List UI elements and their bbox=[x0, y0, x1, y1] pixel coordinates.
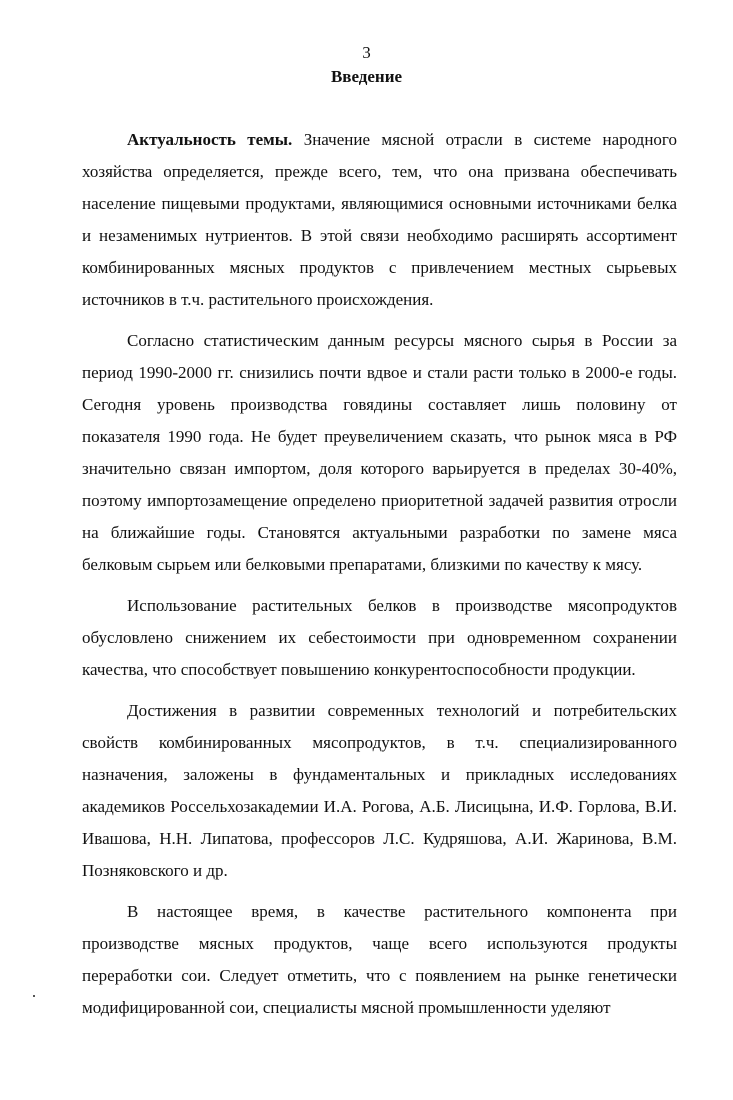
paragraph-statistics: Согласно статистическим данным ресурсы мясного сырья в России за период 1990-2000 гг. снизились почти вдвое и стали расти только в 2000-е годы. Сегодня уровень производства говядины составляет лишь половину от показателя 1990 года. Не будет преувеличением сказать, что рынок мяса в РФ значительно связан импортом, доля которого варьируется в пределах 30-40%, поэтому импортозамещение определено приоритетной задачей развития отросли на ближайшие годы. Становятся актуальными разработки по замене мяса белковым сырьем или белковыми препаратами, близкими по качеству к мясу. bbox=[82, 331, 677, 574]
paragraph-plant-proteins: Использование растительных белков в производстве мясопродуктов обусловлено снижением их себестоимости при одновременном сохранении качества, что способствует повышению конкурентоспособности продукции. bbox=[82, 596, 677, 679]
section-title: Введение bbox=[330, 67, 403, 86]
page-number: 3 bbox=[362, 43, 371, 62]
paragraph-achievements: Достижения в развитии современных технологий и потребительских свойств комбинированных мясопродуктов, в т.ч. специализированного назначения, заложены в фундаментальных и прикладных исследованиях академиков Россельхозакадемии И.А. Рогова, А.Б. Лисицына, И.Ф. Горлова, В.И. Ивашова, Н.Н. Липатова, профессоров Л.С. Кудряшова, А.И. Жаринова, В.М. Позняковского и др. bbox=[82, 701, 677, 880]
paragraph-relevance bbox=[82, 124, 677, 316]
body-text bbox=[82, 124, 677, 1033]
paragraph-text: Значение мясной отрасли в системе народного хозяйства определяется, прежде всего, тем, что она призвана обеспечивать население пищевыми продуктами, являющимися основными источниками белка и незаменимых нутриентов. В этой связи необходимо расширять ассортимент комбинированных мясных продуктов с привлечением местных сырьевых источников в т.ч. растительного происхождения. bbox=[82, 130, 677, 309]
scan-dot bbox=[33, 995, 35, 997]
paragraph-soy: В настоящее время, в качестве растительного компонента при производстве мясных продуктов, чаще всего используются продукты переработки сои. Следует отметить, что с появлением на рынке генетически модифицированной сои, специалисты мясной промышленности уделяют bbox=[82, 902, 677, 1017]
paragraph-lead: Актуальность темы. bbox=[127, 130, 293, 149]
